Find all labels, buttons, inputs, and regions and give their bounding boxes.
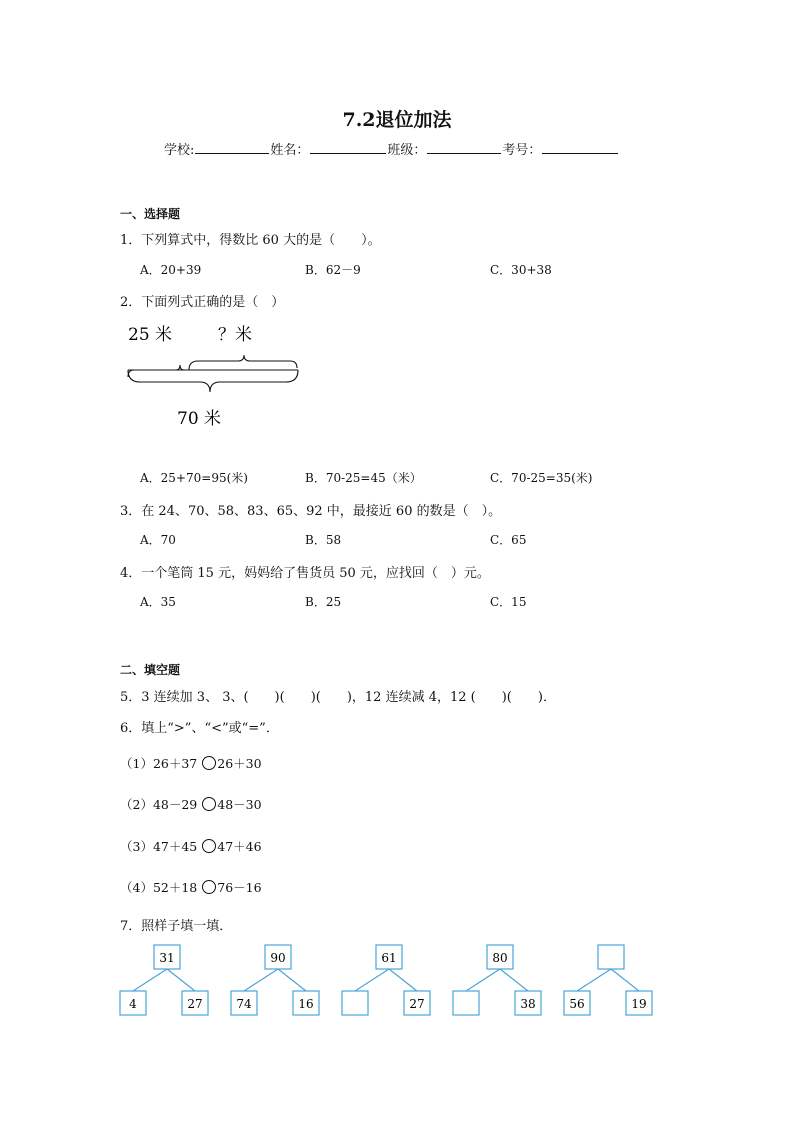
segment-brace-diagram: [120, 318, 310, 430]
question-2-option-c[interactable]: C．70-25=35(米): [490, 471, 593, 485]
tree-right-value: 27: [187, 997, 203, 1011]
exam-no-blank[interactable]: [542, 141, 618, 154]
question-3-option-c[interactable]: C．65: [490, 533, 527, 547]
tree-left-box[interactable]: [342, 991, 368, 1015]
name-label: 姓名：: [270, 143, 310, 158]
tree-right-value: 27: [409, 997, 425, 1011]
question-1-option-c[interactable]: C．30+38: [490, 263, 552, 277]
tree-left-branch: [466, 969, 500, 991]
total-brace: [128, 370, 298, 392]
question-4-option-b[interactable]: B．25: [305, 595, 342, 609]
right-segment-label: ？米: [218, 325, 252, 345]
name-blank[interactable]: [310, 141, 386, 154]
tree-top-value: 61: [381, 951, 397, 965]
tree-right-branch: [167, 969, 195, 991]
question-4-option-a[interactable]: A．35: [140, 595, 176, 609]
question-1-option-b[interactable]: B．62－9: [305, 263, 361, 277]
compare-circle[interactable]: [202, 756, 216, 770]
tree-right-branch: [389, 969, 417, 991]
exam-no-label: 考号：: [502, 143, 542, 158]
compare-left-expr: （2）48－29: [120, 797, 198, 812]
tree-left-value: 56: [569, 997, 585, 1011]
number-tree-2: [231, 945, 319, 1015]
question-4-option-c[interactable]: C．15: [490, 595, 527, 609]
tree-right-value: 38: [520, 997, 536, 1011]
question-2-option-b[interactable]: B．70-25=45（米）: [305, 471, 422, 485]
tree-left-value: 74: [236, 997, 252, 1011]
question-1-text: 1．下列算式中，得数比 60 大的是（ ）。: [120, 233, 381, 248]
compare-item-2: [120, 795, 262, 813]
school-label: 学校:: [164, 143, 195, 158]
tree-right-branch: [278, 969, 306, 991]
tree-left-branch: [577, 969, 611, 991]
tree-right-branch: [611, 969, 639, 991]
section-heading-choice: 一、选择题: [120, 207, 181, 221]
tree-left-branch: [355, 969, 389, 991]
tree-right-value: 16: [298, 997, 314, 1011]
question-5-text: 5．3 连续加 3、 3、( )( )( )，12 连续减 4，12 ( )( )．: [120, 690, 556, 705]
question-4-text: 4．一个笔筒 15 元，妈妈给了售货员 50 元，应找回（ ）元。: [120, 566, 490, 581]
tree-left-branch: [244, 969, 278, 991]
number-split-trees: [115, 940, 665, 1020]
number-tree-5: [564, 945, 652, 1015]
tree-right-value: 19: [631, 997, 647, 1011]
tree-left-value: 4: [129, 997, 137, 1011]
compare-item-4: [120, 878, 262, 896]
school-blank[interactable]: [195, 141, 269, 154]
compare-item-3: [120, 837, 262, 855]
question-2-option-a[interactable]: A．25+70=95(米): [140, 471, 248, 485]
question-3-text: 3．在 24、70、58、83、65、92 中，最接近 60 的数是（ ）。: [120, 504, 502, 519]
tree-top-box[interactable]: [598, 945, 624, 969]
right-segment-brace: [189, 355, 297, 370]
compare-circle[interactable]: [202, 797, 216, 811]
class-label: 班级：: [387, 143, 427, 158]
compare-circle[interactable]: [202, 839, 216, 853]
question-1-option-a[interactable]: A．20+39: [140, 263, 202, 277]
page-title: 7.2退位加法: [342, 109, 452, 131]
question-3-option-b[interactable]: B．58: [305, 533, 342, 547]
compare-circle[interactable]: [202, 880, 216, 894]
tree-top-value: 80: [492, 951, 508, 965]
question-7-text: 7．照样子填一填．: [120, 919, 233, 934]
left-segment-label: 25 米: [128, 325, 173, 345]
number-tree-1: [120, 945, 208, 1015]
tree-left-box[interactable]: [453, 991, 479, 1015]
student-info-line: [164, 139, 619, 158]
left-segment-brace: [128, 365, 184, 377]
compare-left-expr: （3）47＋45: [120, 839, 198, 854]
compare-right-expr: 76－16: [217, 880, 262, 895]
section-heading-fill-in: 二、填空题: [120, 663, 181, 677]
tree-top-value: 31: [159, 951, 175, 965]
question-3-option-a[interactable]: A．70: [140, 533, 176, 547]
class-blank[interactable]: [427, 141, 501, 154]
tree-top-value: 90: [270, 951, 286, 965]
question-6-text: 6．填上“>”、“<”或“=”．: [120, 721, 279, 736]
compare-right-expr: 48－30: [217, 797, 262, 812]
compare-item-1: [120, 754, 262, 772]
total-length-label: 70 米: [177, 409, 222, 429]
question-2-text: 2．下面列式正确的是（ ）: [120, 295, 285, 310]
compare-right-expr: 47＋46: [217, 839, 262, 854]
tree-right-branch: [500, 969, 528, 991]
number-tree-3: [342, 945, 430, 1015]
compare-left-expr: （4）52＋18: [120, 880, 198, 895]
compare-left-expr: （1）26＋37: [120, 756, 198, 771]
compare-right-expr: 26＋30: [217, 756, 262, 771]
tree-left-branch: [133, 969, 167, 991]
number-tree-4: [453, 945, 541, 1015]
